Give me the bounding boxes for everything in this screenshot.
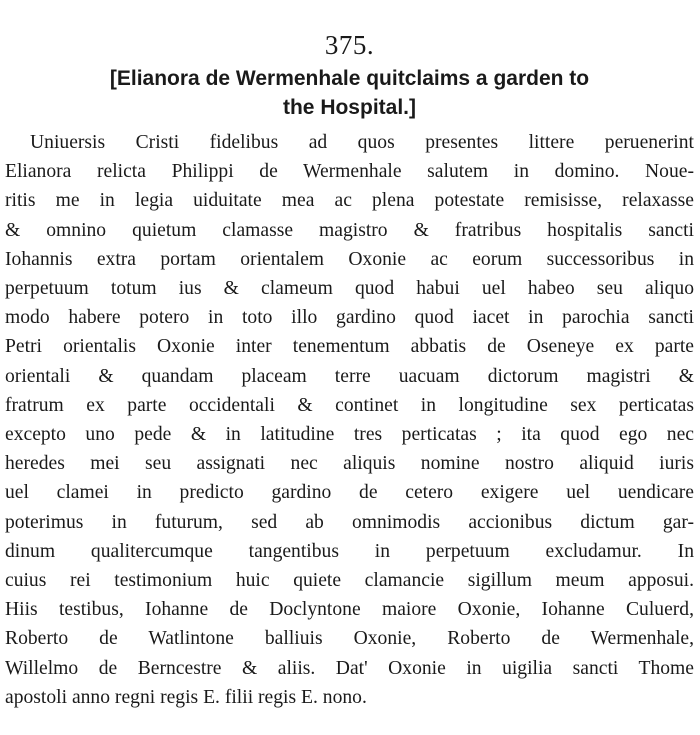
text-line: ritis me in legia uiduitate mea ac plena potestate remisisse, relaxasse (5, 190, 694, 212)
text-line: apostoli anno regni regis E. filii regis E. nono. (5, 686, 367, 708)
text-line: heredes mei seu assignati nec aliquis nomine nostro aliquid iuris (5, 453, 694, 475)
text-line: Iohannis extra portam orientalem Oxonie ac eorum successoribus in (5, 248, 694, 270)
text-line: modo habere potero in toto illo gardino quod iacet in parochia sancti (5, 307, 694, 329)
charter-title-line: the Hospital.] (282, 96, 416, 119)
text-line: Roberto de Watlintone balliuis Oxonie, Roberto de Wermenhale, (5, 628, 694, 650)
charter-title-line: [Elianora de Wermenhale quitclaims a garden to (109, 67, 590, 90)
text-line: excepto uno pede & in latitudine tres perticatas ; ita quod ego nec (5, 424, 694, 446)
text-line: poterimus in futurum, sed ab omnimodis accionibus dictum gar- (5, 511, 694, 533)
text-line: Elianora relicta Philippi de Wermenhale salutem in domino. Noue- (5, 161, 694, 183)
text-line: uel clamei in predicto gardino de cetero exigere uel uendicare (5, 482, 694, 504)
text-line: perpetuum totum ius & clameum quod habui uel habeo seu aliquo (5, 278, 694, 300)
text-line: Hiis testibus, Iohanne de Doclyntone maiore Oxonie, Iohanne Culuerd, (5, 599, 694, 621)
text-line: & omnino quietum clamasse magistro & fratribus hospitalis sancti (5, 219, 694, 241)
charter-text (5, 128, 694, 712)
text-line: dinum qualitercumque tangentibus in perpetuum excludamur. In (5, 540, 694, 562)
text-line: orientali & quandam placeam terre uacuam dictorum magistri & (5, 365, 694, 387)
text-line: fratrum ex parte occidentali & continet in longitudine sex perticatas (5, 394, 694, 416)
text-line: Uniuersis Cristi fidelibus ad quos presentes littere peruenerint (30, 132, 694, 153)
text-line: Petri orientalis Oxonie inter tenementum abbatis de Oseneye ex parte (5, 336, 694, 358)
text-line: cuius rei testimonium huic quiete clamancie sigillum meum apposui. (5, 570, 694, 592)
charter-number: 375. (324, 30, 375, 60)
text-line: Willelmo de Berncestre & aliis. Dat' Oxonie in uigilia sancti Thome (5, 657, 694, 679)
charter-title (5, 64, 694, 122)
